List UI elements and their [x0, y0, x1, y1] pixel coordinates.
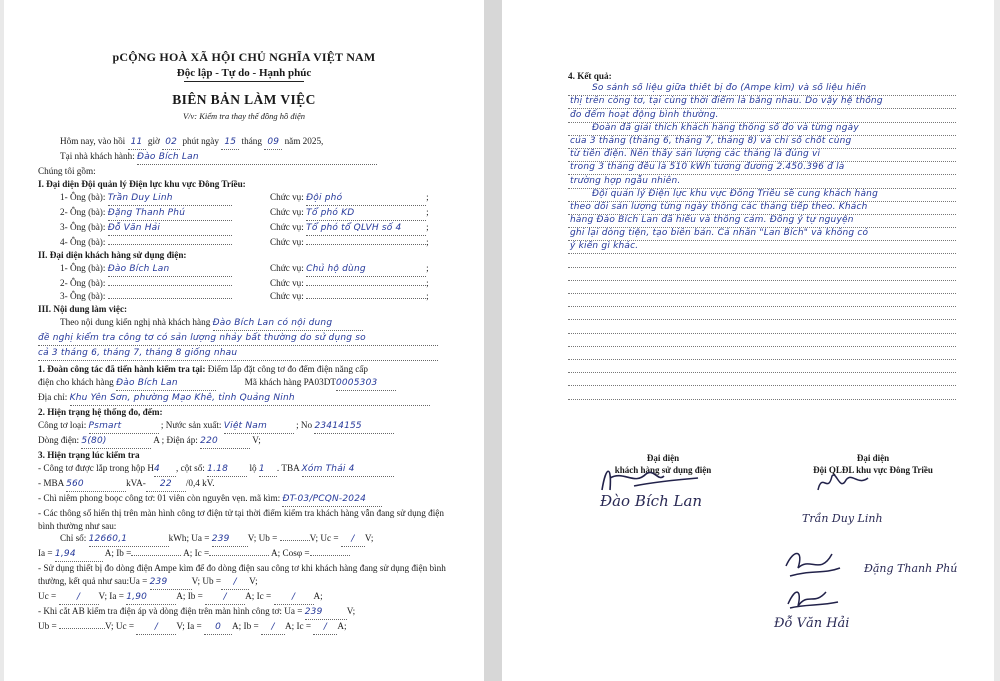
signature-mark-2	[780, 546, 850, 616]
pole-value: 1.18	[207, 463, 247, 477]
mba-label: - MBA	[38, 478, 64, 488]
result-line	[568, 254, 956, 267]
box-label: - Công tơ được lắp trong hộp H	[38, 463, 155, 473]
breaker-uc-label: V; Uc =	[105, 621, 135, 631]
clamp-ub-value: /	[221, 576, 249, 590]
uc-unit: V;	[364, 533, 374, 543]
signature-name-2: Đặng Thanh Phú	[864, 562, 958, 575]
person-label: 3- Ông (bà):	[60, 222, 106, 232]
person-name: Trần Duy Linh	[108, 192, 232, 206]
hour-value: 11	[128, 136, 146, 150]
current-readings-line	[38, 547, 446, 562]
breaker-ic-unit: A;	[337, 621, 347, 631]
result-handwriting: hàng Đào Bích Lan đã hiểu và thông cảm. Đồng ý tự nguyện	[570, 215, 854, 226]
ub-label: V; Ub =	[247, 533, 278, 543]
person-label: 1- Ông (bà):	[60, 192, 106, 202]
person-role: Tổ phó tổ QLVH số 4	[306, 222, 426, 236]
result-lines	[568, 83, 956, 400]
address-line	[38, 391, 446, 406]
current-label: Dòng điện:	[38, 435, 80, 445]
clamp-ib-value: /	[205, 591, 245, 605]
seal-line	[38, 492, 446, 507]
clamp-ic-label: A; Ic =	[245, 591, 272, 601]
role-label: Chức vụ:	[270, 207, 304, 217]
person-role	[306, 244, 426, 245]
date-line	[38, 135, 446, 150]
ua-label: kWh; Ua =	[168, 533, 210, 543]
book-gutter	[484, 0, 502, 681]
clamp-ia-value: 1,90	[126, 591, 176, 605]
kv-value: 22	[146, 478, 186, 492]
clamp-line-2	[38, 590, 446, 605]
box-line	[38, 462, 446, 477]
customer-code: 0005303	[336, 377, 396, 391]
result-handwriting: So sánh số liệu giữa thiết bị đo (Ampe kìm) và số liệu hiển	[592, 83, 867, 94]
result-line	[568, 215, 956, 228]
person-label: 2- Ông (bà):	[60, 278, 106, 288]
breaker-ib-value: /	[261, 621, 285, 635]
section-1-title: I. Đại diện Đội quản lý Điện lực khu vực Đông Triều:	[38, 179, 246, 189]
ic-label: A; Ic =	[183, 548, 210, 558]
sig-left-line-1: Đại diện	[646, 453, 680, 463]
nation-heading: pCỘNG HOÀ XÃ HỘI CHỦ NGHĨA VIỆT NAM	[112, 50, 376, 64]
uc-value: /	[341, 533, 365, 547]
result-section	[502, 70, 994, 400]
place-value: Đào Bích Lan	[137, 151, 377, 165]
left-page	[4, 0, 484, 681]
date-text: giờ	[147, 136, 160, 146]
person-label: 1- Ông (bà):	[60, 263, 106, 273]
person-name: Đặng Thanh Phú	[108, 207, 232, 221]
tba-label: . TBA	[276, 463, 300, 473]
result-line	[568, 202, 956, 215]
result-line	[568, 96, 956, 109]
customer-name: Đào Bích Lan	[116, 377, 216, 391]
day-value: 15	[221, 136, 239, 150]
origin-value: Việt Nam	[224, 420, 294, 434]
person-role: Tổ phó KD	[306, 207, 426, 221]
serial-label: ; No	[296, 420, 313, 430]
clamp-ic-unit: A;	[313, 591, 323, 601]
signature-name-1: Trần Duy Linh	[802, 512, 883, 525]
index-value: 12660,1	[89, 533, 169, 547]
result-line	[568, 149, 956, 162]
role-label: Chức vụ:	[270, 192, 304, 202]
route-value: 1	[259, 463, 277, 477]
sig-right-line-2: Đội QLĐL khu vực Đông Triều	[813, 465, 933, 475]
kva-label: kVA-	[126, 478, 146, 488]
result-line	[568, 241, 956, 254]
result-handwriting: ý kiến gì khác.	[570, 241, 639, 252]
mba-value: 560	[66, 478, 126, 492]
breaker-uc-value: /	[136, 621, 176, 635]
clamp-uc-label: Uc =	[38, 591, 57, 601]
date-text: Hôm nay, vào hồi	[60, 136, 126, 146]
customer-label: điện cho khách hàng	[38, 377, 114, 387]
result-line	[568, 334, 956, 347]
point-3-title: 3. Hiện trạng lúc kiểm tra	[38, 450, 140, 460]
pole-label: , cột số:	[176, 463, 205, 473]
person-name: Đào Bích Lan	[108, 263, 232, 277]
clamp-uc-value: /	[59, 591, 99, 605]
breaker-note: - Khi cắt AB kiểm tra điện áp và dòng điện trên màn hình công tơ: Ua =	[38, 606, 303, 616]
result-line	[568, 109, 956, 122]
signature-mark-1	[814, 466, 874, 496]
result-line	[568, 175, 956, 188]
content-intro	[38, 316, 446, 331]
address-value: Khu Yên Sơn, phường Mạo Khê, tỉnh Quảng Ninh	[70, 392, 430, 406]
person-label: 3- Ông (bà):	[60, 291, 106, 301]
meter-type: Psmart	[89, 420, 159, 434]
person-row: 3- Ông (bà): Đỗ Văn Hải Chức vụ: Tổ phó tổ QLVH số 4 ;	[38, 221, 446, 236]
result-handwriting: trong 3 tháng đều là 510 kWh tương đương 2.450.396 đ là	[570, 162, 845, 173]
result-line	[568, 123, 956, 136]
result-handwriting: Đội quản lý Điện lực khu vực Đông Triều sẽ cung khách hàng	[592, 188, 878, 199]
breaker-ia-value: 0	[204, 621, 232, 635]
date-text: phút ngày	[182, 136, 219, 146]
place-label: Tại nhà khách hành:	[60, 151, 135, 161]
voltage-unit: V;	[252, 435, 261, 445]
clamp-ub-unit: V;	[249, 576, 258, 586]
breaker-ia-label: V; Ia =	[176, 621, 202, 631]
result-line	[568, 373, 956, 386]
result-line	[568, 307, 956, 320]
mba-line	[38, 477, 446, 492]
rating-line	[38, 434, 446, 449]
breaker-ic-value: /	[313, 621, 337, 635]
document-subtitle: V/v: Kiểm tra thay thế đồng hồ điện	[182, 111, 306, 121]
right-page	[502, 0, 994, 681]
result-line	[568, 320, 956, 333]
role-label: Chức vụ:	[270, 222, 304, 232]
customer-code-label: Mã khách hàng PA03DT	[244, 377, 336, 387]
result-handwriting: trường hợp ngẫu nhiên.	[570, 175, 681, 186]
route-label: lộ	[249, 463, 257, 473]
cos-label: A; Cosφ =	[271, 548, 310, 558]
result-line	[568, 136, 956, 149]
content-handwriting: Đào Bích Lan có nội dung	[213, 317, 363, 331]
seal-code: ĐT-03/PCQN-2024	[282, 493, 382, 507]
meter-type-label: Công tơ loại:	[38, 420, 87, 430]
clamp-ib-label: A; Ib =	[176, 591, 203, 601]
result-handwriting: ghi lại dòng tiện, tạo biên bản. Cá nhân "Lan Bích" và không có	[570, 228, 869, 239]
result-handwriting: Đoàn đã giải thích khách hàng thông số đo và từng ngày	[592, 122, 859, 133]
breaker-ib-label: A; Ib =	[232, 621, 259, 631]
point-2-title: 2. Hiện trạng hệ thống đo, đếm:	[38, 407, 163, 417]
index-line	[38, 532, 446, 547]
breaker-line-2	[38, 620, 446, 635]
role-label: Chức vụ:	[270, 237, 304, 247]
breaker-ua-unit: V;	[346, 606, 356, 616]
result-line	[568, 294, 956, 307]
customer-signature-name: Đào Bích Lan	[600, 492, 703, 510]
clamp-ic-value: /	[274, 591, 314, 605]
document-header	[4, 0, 484, 121]
current-rating: 5(80)	[81, 435, 151, 449]
voltage-rating: 220	[200, 435, 250, 449]
sig-right-line-1: Đại diện	[856, 453, 890, 463]
section-2-title: II. Đại diện khách hàng sử dụng điện:	[38, 250, 187, 260]
signature-name-3: Đỗ Văn Hải	[774, 616, 850, 631]
ub-value	[280, 540, 310, 541]
clamp-ua-value: 239	[150, 576, 192, 590]
address-label: Địa chỉ:	[38, 392, 68, 402]
person-name: Đỗ Văn Hải	[108, 222, 232, 236]
role-label: Chức vụ:	[270, 278, 304, 288]
result-handwriting: theo dõi sản lượng từng ngày thông các tháng tiếp theo. Khách	[570, 201, 868, 212]
index-label: Chỉ số:	[60, 533, 87, 543]
content-handwriting: cả 3 tháng 6, tháng 7, tháng 8 giống nhau	[38, 347, 438, 361]
result-title: 4. Kết quả:	[568, 71, 612, 81]
person-row: 2- Ông (bà): Chức vụ: ;	[60, 278, 429, 288]
voltage-label: A ; Điện áp:	[153, 435, 198, 445]
clamp-ia-label: V; Ia =	[98, 591, 124, 601]
box-value: 4	[154, 463, 176, 477]
date-text: tháng	[241, 136, 262, 146]
content-handwriting: đề nghị kiểm tra công tơ có sản lượng nhảy bất thường do sử dụng so	[38, 332, 438, 346]
result-handwriting: thị trên công tơ, tại cùng thời điểm là bằng nhau. Do vậy hệ thống	[570, 96, 883, 107]
ib-label: A; Ib =	[104, 548, 132, 558]
result-line	[568, 268, 956, 281]
document-title: BIÊN BẢN LÀM VIỆC	[172, 92, 316, 107]
person-row: 3- Ông (bà): Chức vụ: ;	[60, 291, 429, 301]
motto-underline	[184, 81, 304, 82]
place-line	[38, 150, 446, 165]
month-value: 09	[264, 136, 282, 150]
display-note: - Các thông số hiển thị trên màn hình công tơ điện tử tại thời điểm kiểm tra khách hàng vẫn đang sử dụng điện bình thường như sau:	[38, 508, 444, 531]
role-label: Chức vụ:	[270, 291, 304, 301]
content-intro-text: Theo nội dung kiến nghị nhà khách hàng	[60, 317, 211, 327]
person-role: Chủ hộ dùng	[306, 263, 426, 277]
person-row: 4- Ông (bà): Chức vụ: ;	[60, 237, 429, 247]
customer-line	[38, 376, 446, 391]
sig-left-line-2: khách hàng sử dụng điện	[614, 465, 712, 475]
result-line	[568, 189, 956, 202]
result-handwriting: từ tiền điện. Nên thấy sản lượng các tháng là đúng vì	[570, 149, 821, 160]
minute-value: 02	[162, 136, 180, 150]
point-1-text: Điểm lắp đặt công tơ đo đếm điện năng cấp	[207, 364, 368, 374]
section-3-title: III. Nội dung làm việc:	[38, 304, 128, 314]
person-name	[108, 285, 232, 286]
date-text: năm 2025,	[284, 136, 324, 146]
clamp-meter-note: - Sử dụng thiết bị đo dòng điện Ampe kìm để đo dòng điện sau công tơ khi khách hàng đang sử dụng điện bình thường, kết quả như sau:Ua =	[38, 563, 446, 586]
person-role	[306, 285, 426, 286]
section-2-rows	[38, 262, 446, 303]
result-line	[568, 162, 956, 175]
person-name	[108, 244, 232, 245]
result-handwriting: của 3 tháng (tháng 6, tháng 7, tháng 8) và chỉ số chốt cùng	[570, 135, 852, 146]
kv-unit: /0,4 kV.	[185, 478, 215, 488]
section-1-rows	[38, 191, 446, 249]
result-line	[568, 281, 956, 294]
breaker-ua-value: 239	[305, 606, 347, 620]
person-name	[108, 298, 232, 299]
left-body	[4, 135, 484, 635]
ua-value: 239	[212, 533, 248, 547]
person-row: 1- Ông (bà): Trần Duy Linh Chức vụ: Đội phó ;	[38, 191, 446, 206]
ia-value: 1,94	[55, 548, 103, 562]
we-label: Chúng tôi gồm:	[38, 166, 96, 176]
serial-number: 23414155	[314, 420, 394, 434]
meter-line	[38, 419, 446, 434]
clamp-ub-label: V; Ub =	[191, 576, 222, 586]
result-line	[568, 347, 956, 360]
result-line	[568, 83, 956, 96]
person-role	[306, 298, 426, 299]
result-handwriting: đo đếm hoạt động bình thường.	[570, 109, 719, 120]
seal-label: - Chì niêm phong boọc công tơ: 01 viên còn nguyên vẹn. mã kìm:	[38, 493, 281, 503]
motto: Độc lập - Tự do - Hạnh phúc	[176, 67, 312, 79]
result-line	[568, 386, 956, 399]
person-label: 4- Ông (bà):	[60, 237, 106, 247]
breaker-ub-label: Ub =	[38, 621, 57, 631]
result-line	[568, 360, 956, 373]
person-row: 1- Ông (bà): Đào Bích Lan Chức vụ: Chủ hộ dùng ;	[38, 262, 446, 277]
tba-value: Xóm Thái 4	[302, 463, 394, 477]
ia-label: Ia =	[38, 548, 53, 558]
person-role: Đội phó	[306, 192, 426, 206]
breaker-ic-label: A; Ic =	[284, 621, 312, 631]
person-row: 2- Ông (bà): Đặng Thanh Phú Chức vụ: Tổ phó KD ;	[38, 206, 446, 221]
uc-label: V; Uc =	[309, 533, 339, 543]
result-line	[568, 228, 956, 241]
person-label: 2- Ông (bà):	[60, 207, 106, 217]
point-1-line	[38, 363, 446, 376]
point-1-title: 1. Đoàn công tác đã tiến hành kiểm tra tại:	[38, 364, 206, 374]
origin-label: ; Nước sản xuất:	[160, 420, 222, 430]
role-label: Chức vụ:	[270, 263, 304, 273]
breaker-line-1	[38, 605, 446, 620]
